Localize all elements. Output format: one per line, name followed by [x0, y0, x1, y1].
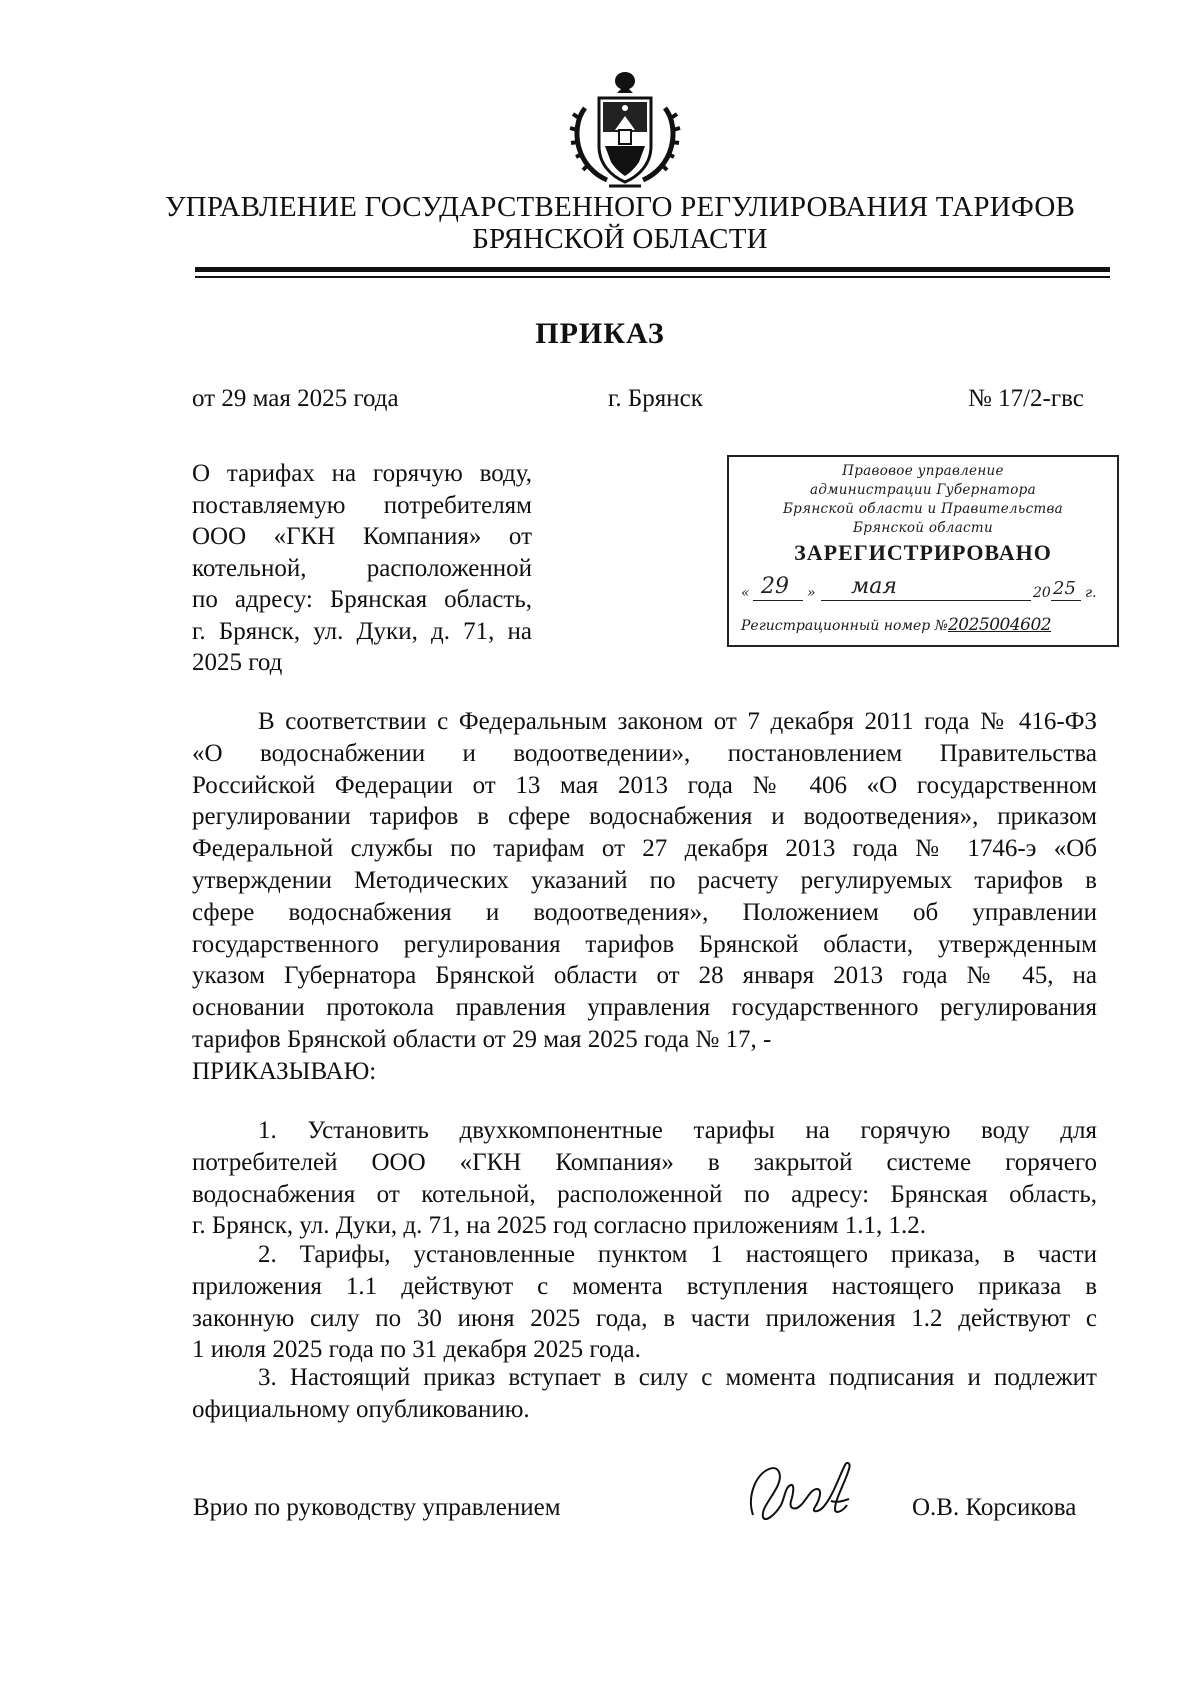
preamble-line: основании протокола правления управления государственного регулирования: [192, 994, 1097, 1022]
header-divider-thin: [195, 276, 1110, 278]
stamp-year-suffix: 25: [1053, 578, 1076, 599]
stamp-registration: [741, 615, 1051, 635]
organization-name-line1: УПРАВЛЕНИЕ ГОСУДАРСТВЕННОГО РЕГУЛИРОВАНИЯ ТАРИФОВ: [164, 191, 1076, 223]
item-line: официальному опубликованию.: [192, 1395, 530, 1423]
document-title: ПРИКАЗ: [535, 317, 665, 350]
preamble-line: В соответствии с Федеральным законом от 7 декабря 2011 года № 416-ФЗ: [258, 708, 1097, 735]
subject-line: по адресу: Брянская область,: [192, 586, 532, 613]
preamble-line: «О водоснабжении и водоотведении», постановлением Правительства: [192, 739, 1097, 767]
stamp-year-unit: г.: [1085, 585, 1097, 601]
organization-name-line2: БРЯНСКОЙ ОБЛАСТИ: [472, 223, 768, 255]
stamp-month-underline: [821, 600, 1031, 601]
preamble-line: утверждении Методических указаний по расчету регулируемых тарифов в: [192, 866, 1097, 894]
stamp-year-prefix: 20: [1033, 585, 1051, 601]
signer-position: Врио по руководству управлением: [193, 1494, 561, 1521]
subject-line: поставляемую потребителям: [192, 491, 532, 519]
subject-line: ООО «ГКН Компания» от: [192, 523, 532, 550]
order-verb: ПРИКАЗЫВАЮ:: [192, 1057, 377, 1085]
preamble-line: регулировании тарифов в сфере водоснабжения и водоотведения», приказом: [192, 803, 1097, 831]
order-item-2: [192, 1239, 1097, 1366]
stamp-open-quote: «: [741, 585, 750, 601]
item-line: законную силу по 30 июня 2025 года, в части приложения 1.2 действуют с: [192, 1304, 1097, 1332]
stamp-date: [741, 575, 1107, 605]
stamp-day: 29: [761, 574, 789, 599]
coat-of-arms-icon: [565, 68, 685, 196]
preamble-paragraph: [192, 706, 1097, 1088]
stamp-reg-label: Регистрационный номер №: [741, 618, 948, 634]
stamp-close-quote: »: [807, 585, 816, 601]
stamp-line: Правовое управление: [842, 463, 1004, 479]
document-number: № 17/2-гвс: [968, 385, 1084, 412]
subject-line: г. Брянск, ул. Дуки, д. 71, на: [192, 617, 532, 645]
subject-line: 2025 год: [192, 649, 283, 676]
item-line: водоснабжения от котельной, расположенной по адресу: Брянская область,: [192, 1180, 1097, 1208]
stamp-year-underline: [1051, 600, 1081, 601]
preamble-line: указом Губернатора Брянской области от 28 января 2013 года № 45, на: [192, 962, 1097, 990]
subject-line: О тарифах на горячую воду,: [192, 460, 532, 487]
document-subject: [192, 458, 532, 679]
preamble-line: сфере водоснабжения и водоотведения», Положением об управлении: [192, 898, 1097, 926]
handwritten-signature-icon: [735, 1445, 885, 1535]
stamp-day-underline: [753, 600, 803, 601]
document-date: от 29 мая 2025 года: [192, 385, 399, 412]
item-line: 1. Установить двухкомпонентные тарифы на горячую воду для: [258, 1117, 1097, 1144]
stamp-line: Брянской области: [853, 520, 993, 536]
item-line: 1 июля 2025 года по 31 декабря 2025 года.: [192, 1336, 641, 1364]
item-line: приложения 1.1 действуют с момента вступления настоящего приказа в: [192, 1272, 1097, 1300]
stamp-line: администрации Губернатора: [810, 482, 1036, 498]
registration-stamp: [727, 455, 1119, 647]
item-line: 2. Тарифы, установленные пунктом 1 настоящего приказа, в части: [258, 1241, 1097, 1268]
item-line: 3. Настоящий приказ вступает в силу с момента подписания и подлежит: [258, 1364, 1097, 1391]
stamp-reg-number: 2025004602: [947, 615, 1052, 635]
preamble-line: Федеральной службы по тарифам от 27 декабря 2013 года № 1746-э «Об: [192, 835, 1097, 863]
preamble-line: Российской Федерации от 13 мая 2013 года № 406 «О государственном: [192, 771, 1097, 799]
document-city: г. Брянск: [608, 385, 703, 412]
order-item-3: [192, 1362, 1097, 1426]
subject-line: котельной, расположенной: [192, 554, 532, 582]
preamble-line: государственного регулирования тарифов Брянской области, утвержденным: [192, 930, 1097, 958]
stamp-month: мая: [851, 574, 897, 599]
item-line: г. Брянск, ул. Дуки, д. 71, на 2025 год согласно приложениям 1.1, 1.2.: [192, 1212, 927, 1240]
header-divider-thick: [195, 267, 1110, 272]
signer-name: О.В. Корсикова: [912, 1494, 1077, 1521]
stamp-heading: ЗАРЕГИСТРИРОВАНО: [794, 540, 1052, 565]
preamble-line: тарифов Брянской области от 29 мая 2025 года № 17, -: [192, 1025, 772, 1053]
order-item-1: [192, 1115, 1097, 1242]
stamp-line: Брянской области и Правительства: [782, 501, 1064, 517]
item-line: потребителей ООО «ГКН Компания» в закрытой системе горячего: [192, 1148, 1097, 1176]
